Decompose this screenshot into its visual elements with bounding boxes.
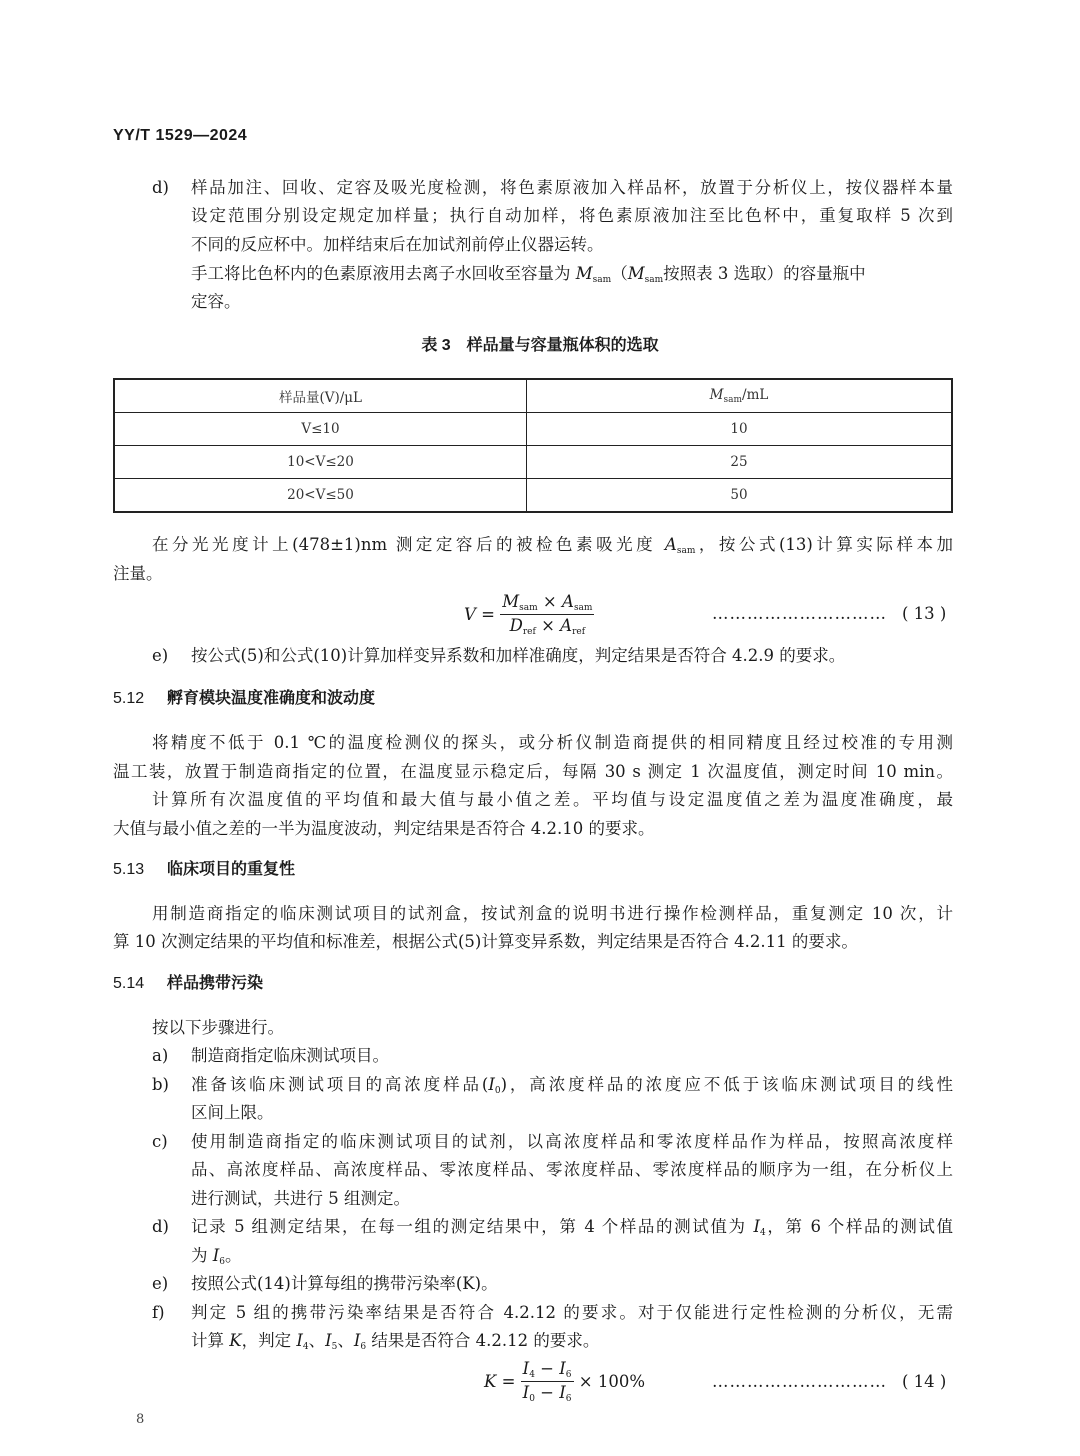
formula-14: K = $\frac{I_4 - I_6}{I_0 - I_6}$ × 100% bbox=[484, 1359, 646, 1404]
item-d-manual-line-2: 定容。 bbox=[191, 292, 241, 311]
table-cell-volume: 50 bbox=[527, 479, 953, 513]
section-5-12-line-1: 将精度不低于 0.1 ℃的温度检测仪的探头，或分析仪制造商提供的相同精度且经过校准的专用测 bbox=[152, 733, 953, 752]
page-number: 8 bbox=[136, 1412, 145, 1427]
table-cell-range: 20<V≤50 bbox=[114, 479, 527, 513]
step-c-line-2: 品、高浓度样品、高浓度样品、零浓度样品、零浓度样品、零浓度样品的顺序为一组，在分析仪上 bbox=[191, 1160, 953, 1179]
step-b-label: b) bbox=[152, 1075, 169, 1094]
step-f-line-2: 计算 K，判定 $I_4$、$I_5$、$I_6$ 结果是否符合 4.2.12 的要求。 bbox=[191, 1331, 600, 1352]
section-5-12-line-2: 温工装，放置于制造商指定的位置，在温度显示稳定后，每隔 30 s 测定 1 次温度值，测定时间 10 min。 bbox=[113, 762, 953, 781]
step-f-line-1: 判定 5 组的携带污染率结果是否符合 4.2.12 的要求。对于仅能进行定性检测的分析仪，无需 bbox=[191, 1303, 953, 1322]
table-cell-volume: 25 bbox=[527, 446, 953, 479]
absorbance-line-1: 在分光光度计上(478±1)nm 测定定容后的被检色素吸光度 $A_{sam}$，按公式(13)计算实际样本加 bbox=[152, 535, 953, 556]
step-c-line-1: 使用制造商指定的临床测试项目的试剂，以高浓度样品和零浓度样品作为样品，按照高浓度样 bbox=[191, 1132, 953, 1151]
table-3 bbox=[113, 378, 953, 513]
table-cell-range: 10<V≤20 bbox=[114, 446, 527, 479]
formula-13-number: ( 13 ) bbox=[902, 604, 947, 623]
section-5-12-heading: 5.12 孵育模块温度准确度和波动度 bbox=[113, 690, 376, 707]
step-c-line-3: 进行测试，共进行 5 组测定。 bbox=[191, 1189, 410, 1208]
table-cell-volume: 10 bbox=[527, 413, 953, 446]
item-d-manual-line-1: 手工将比色杯内的色素原液用去离子水回收至容量为 $M_{sam}(M_{sam}$按照表 3 选取）的容量瓶中 bbox=[191, 264, 866, 285]
section-5-13-line-2: 算 10 次测定结果的平均值和标准差，根据公式(5)计算变异系数，判定结果是否符合 4.2.11 的要求。 bbox=[113, 932, 858, 951]
section-5-12-line-3: 计算所有次温度值的平均值和最大值与最小值之差。平均值与设定温度值之差为温度准确度，最 bbox=[152, 790, 953, 809]
item-d-line-1: 样品加注、回收、定容及吸光度检测，将色素原液加入样品杯，放置于分析仪上，按仪器样本量 bbox=[191, 178, 953, 197]
step-a-text: 制造商指定临床测试项目。 bbox=[191, 1046, 389, 1065]
section-5-13-heading: 5.13 临床项目的重复性 bbox=[113, 861, 296, 878]
item-d-line-3: 不同的反应杯中。加样结束后在加试剂前停止仪器运转。 bbox=[191, 235, 604, 254]
absorbance-line-2: 注量。 bbox=[113, 564, 163, 583]
formula-13-leader: ………………………… bbox=[712, 604, 887, 623]
section-5-12-line-4: 大值与最小值之差的一半为温度波动，判定结果是否符合 4.2.10 的要求。 bbox=[113, 819, 655, 838]
step-e-text: 按照公式(14)计算每组的携带污染率(K)。 bbox=[191, 1274, 498, 1293]
step-c-label: c) bbox=[152, 1132, 168, 1151]
section-5-13-line-1: 用制造商指定的临床测试项目的试剂盒，按试剂盒的说明书进行操作检测样品，重复测定 10 次，计 bbox=[152, 904, 953, 923]
step-a-label: a) bbox=[152, 1046, 169, 1065]
step-d-line-2: 为 $I_6$。 bbox=[191, 1246, 242, 1267]
step-d-line-1: 记录 5 组测定结果，在每一组的测定结果中，第 4 个样品的测试值为 $I_4$，第 6 个样品的测试值 bbox=[191, 1217, 953, 1238]
formula-14-number: ( 14 ) bbox=[902, 1372, 947, 1391]
item-d-label: d) bbox=[152, 178, 169, 197]
table-cell-range: V≤10 bbox=[114, 413, 527, 446]
item-d-line-2: 设定范围分别设定规定加样量；执行自动加样，将色素原液加注至比色杯中，重复取样 5 次到 bbox=[191, 206, 953, 225]
table-header-flask-volume: $M_{sam}/mL$ bbox=[527, 379, 953, 413]
formula-14-leader: ………………………… bbox=[712, 1372, 887, 1391]
table-header-row bbox=[114, 379, 952, 413]
section-5-14-intro: 按以下步骤进行。 bbox=[152, 1018, 284, 1037]
table-row bbox=[114, 413, 952, 446]
formula-13: V = $\frac{M_{sam} \times A_{sam}}{D_{ref} \times A_{ref}}$ bbox=[464, 592, 593, 637]
step-f-label: f) bbox=[152, 1303, 165, 1322]
step-b-line-1: 准备该临床测试项目的高浓度样品$(I_0)$，高浓度样品的浓度应不低于该临床测试项目的线性 bbox=[191, 1075, 954, 1096]
item-e-text: 按公式(5)和公式(10)计算加样变异系数和加样准确度，判定结果是否符合 4.2.9 的要求。 bbox=[191, 646, 846, 665]
item-e-label: e) bbox=[152, 646, 169, 665]
table-header-sample-volume: 样品量(V)/μL bbox=[114, 379, 527, 413]
table-row bbox=[114, 479, 952, 513]
step-b-line-2: 区间上限。 bbox=[191, 1103, 274, 1122]
step-e-label: e) bbox=[152, 1274, 169, 1293]
table-row bbox=[114, 446, 952, 479]
section-5-14-heading: 5.14 样品携带污染 bbox=[113, 975, 264, 992]
standard-code: YY/T 1529—2024 bbox=[113, 127, 248, 144]
step-d-label: d) bbox=[152, 1217, 169, 1236]
table-3-caption: 表 3 样品量与容量瓶体积的选取 bbox=[421, 337, 659, 354]
